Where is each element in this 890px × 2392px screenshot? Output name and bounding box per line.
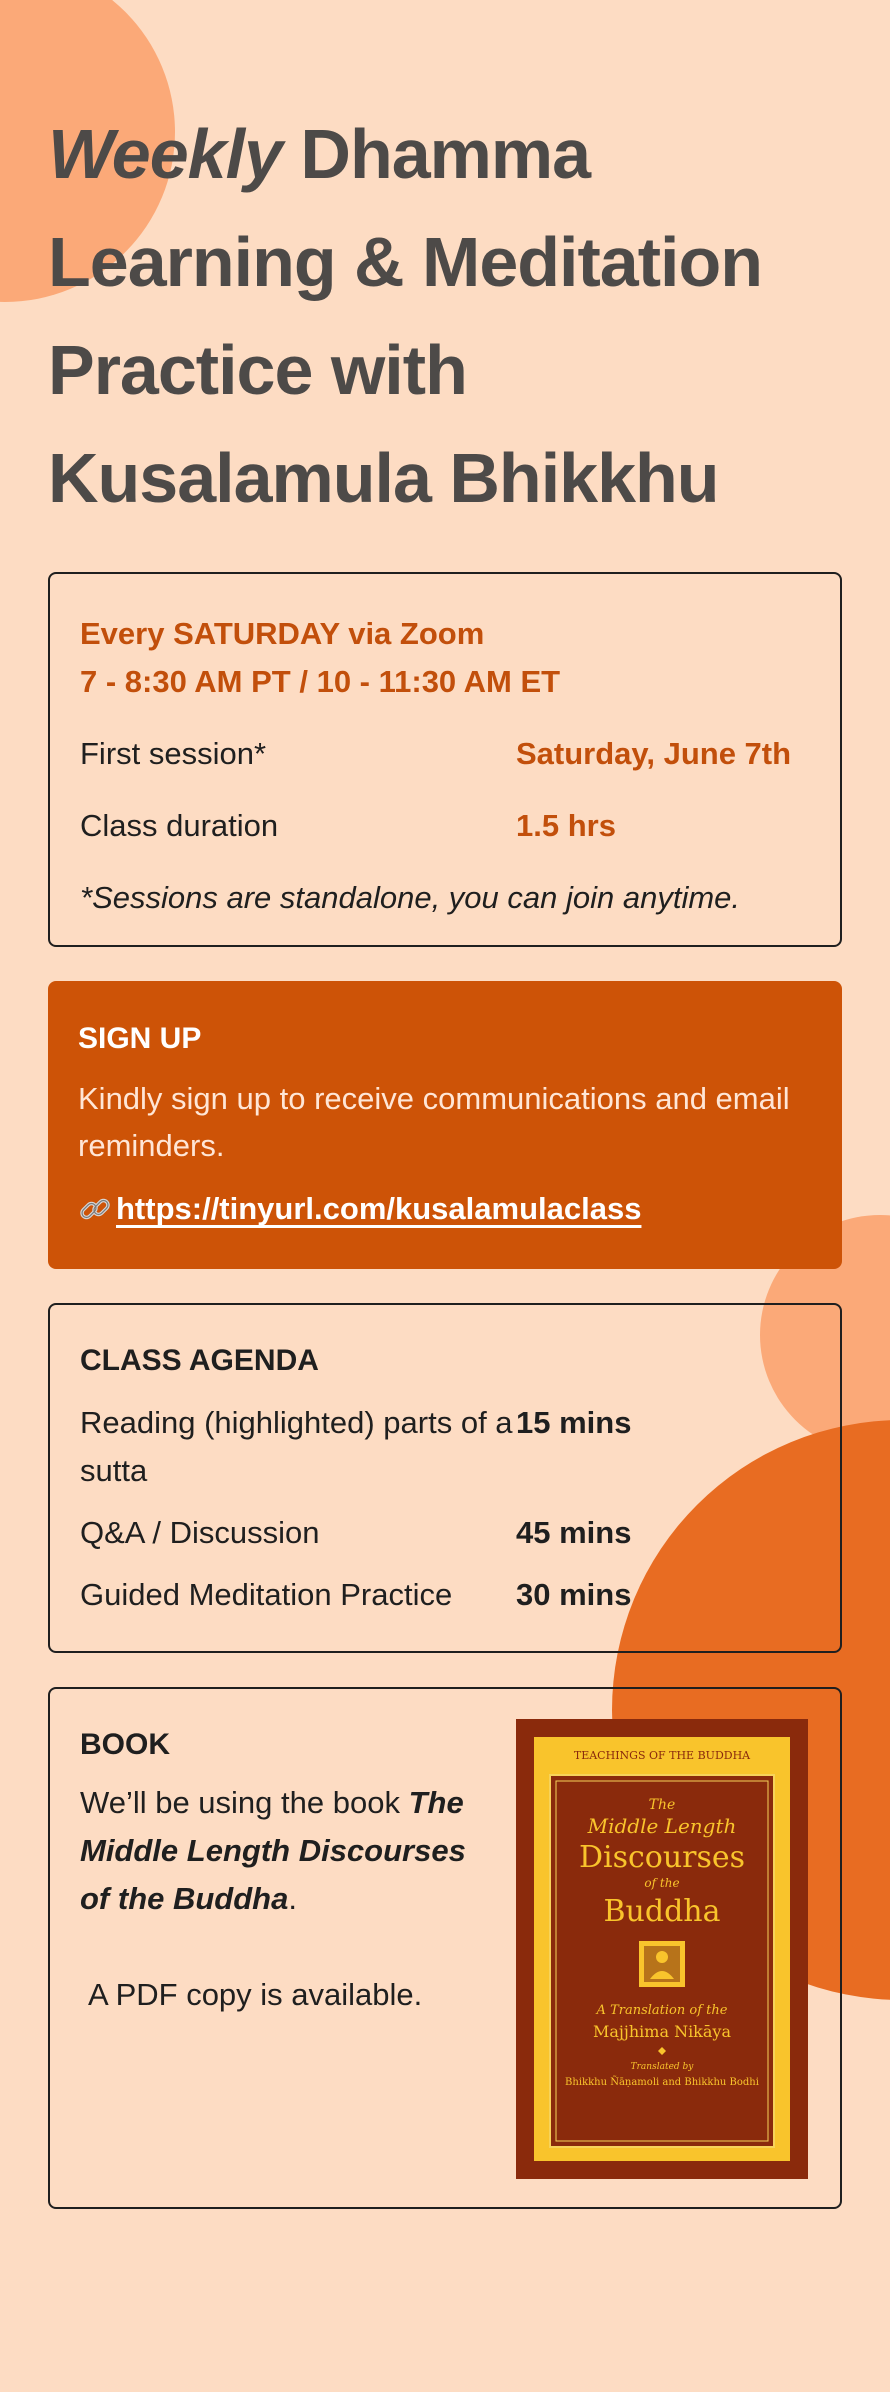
agenda-heading: CLASS AGENDA	[80, 1344, 319, 1377]
duration-row	[80, 802, 810, 850]
agenda-card	[48, 1303, 842, 1653]
flyer-content	[0, 100, 890, 2209]
agenda-item-duration: 30 mins	[516, 1577, 632, 1612]
signup-link[interactable]: https://tinyurl.com/kusalamulaclass	[116, 1191, 642, 1226]
duration-value: 1.5 hrs	[516, 808, 616, 843]
agenda-item-meditation	[80, 1571, 810, 1619]
page-title	[48, 100, 842, 532]
book-text-before: We’ll be using the book	[80, 1785, 409, 1820]
pdf-note: A PDF copy is available.	[88, 1977, 423, 2012]
cover-title-line4: of the	[644, 1876, 680, 1890]
title-italic: Weekly	[48, 115, 282, 193]
schedule-card	[48, 572, 842, 947]
link-icon	[78, 1192, 112, 1226]
schedule-day: Every SATURDAY via Zoom	[80, 616, 485, 651]
signup-link-line	[78, 1185, 812, 1233]
title-rest: Dhamma Learning & Meditation Practice with Kusalamula Bhikkhu	[48, 115, 762, 517]
book-title: The Middle Length Discourses of the Buddha	[80, 1785, 466, 1916]
agenda-item-duration: 45 mins	[516, 1515, 632, 1550]
cover-emblem	[639, 1941, 685, 1987]
standalone-note: *Sessions are standalone, you can join anytime.	[80, 880, 741, 915]
schedule-time: 7 - 8:30 AM PT / 10 - 11:30 AM ET	[80, 664, 561, 699]
book-description	[80, 1723, 500, 2019]
agenda-item-label: Reading (highlighted) parts of a sutta	[80, 1405, 513, 1488]
book-sentence	[80, 1779, 500, 1923]
cover-subtitle-line2: Majjhima Nikāya	[593, 2022, 731, 2041]
book-text-after: .	[288, 1881, 297, 1916]
book-card	[48, 1687, 842, 2209]
agenda-item-duration: 15 mins	[516, 1405, 632, 1440]
book-cover-image	[516, 1719, 808, 2179]
cover-translated-by: Translated by	[630, 2062, 694, 2072]
signup-text: Kindly sign up to receive communications and email reminders.	[78, 1081, 790, 1163]
signup-heading: SIGN UP	[78, 1022, 202, 1055]
agenda-item-qa	[80, 1509, 810, 1557]
cover-translators: Bhikkhu Ñāṇamoli and Bhikkhu Bodhi	[565, 2077, 759, 2088]
first-session-value: Saturday, June 7th	[516, 736, 792, 771]
cover-title-line2: Middle Length	[587, 1814, 737, 1838]
cover-title-line3: Discourses	[578, 1840, 746, 1875]
first-session-row	[80, 730, 810, 778]
cover-title-line1: The	[648, 1797, 676, 1813]
signup-card	[48, 981, 842, 1269]
agenda-item-label: Guided Meditation Practice	[80, 1577, 453, 1612]
agenda-item-label: Q&A / Discussion	[80, 1515, 320, 1550]
cover-subtitle-line1: A Translation of the	[596, 2003, 728, 2018]
book-heading: BOOK	[80, 1728, 170, 1761]
cover-title-line5: Buddha	[603, 1894, 721, 1929]
duration-label: Class duration	[80, 808, 279, 843]
cover-series: TEACHINGS OF THE BUDDHA	[573, 1749, 751, 1762]
agenda-item-reading	[80, 1399, 810, 1495]
first-session-label: First session*	[80, 736, 267, 771]
